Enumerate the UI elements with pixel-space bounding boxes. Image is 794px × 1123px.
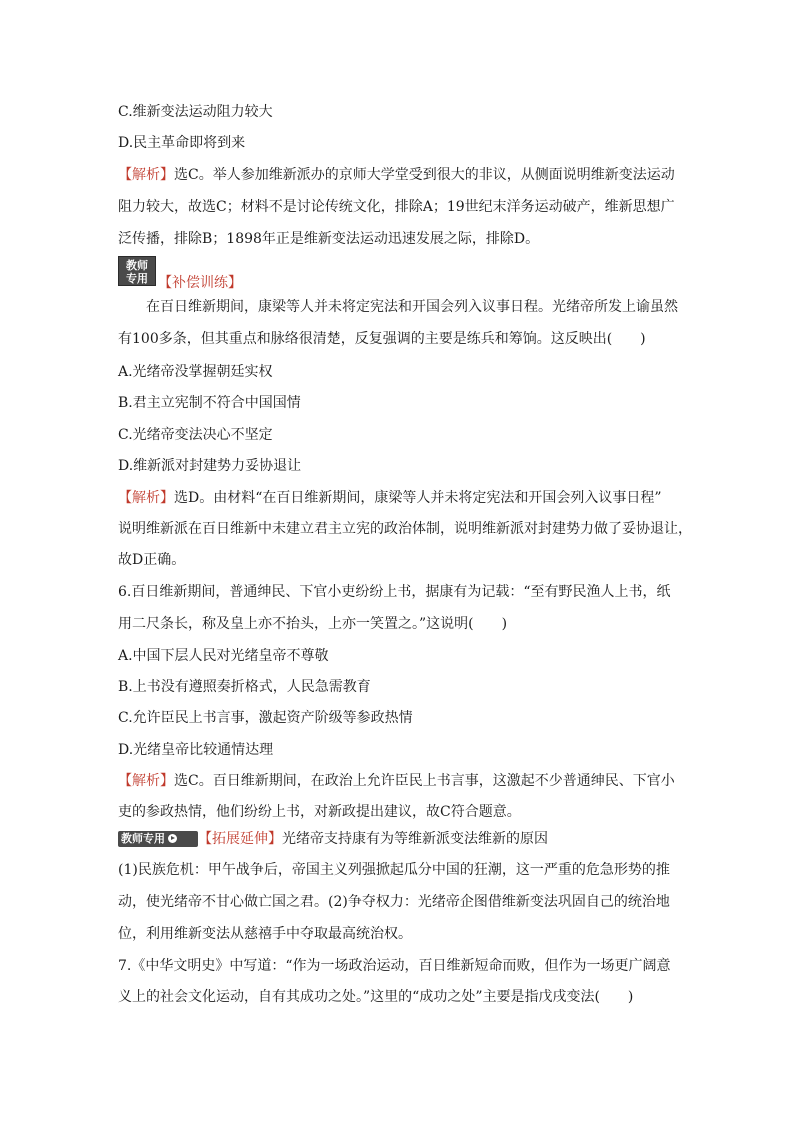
extension-label: 【拓展延伸】 bbox=[198, 831, 282, 847]
analysis-paragraph bbox=[118, 488, 662, 508]
analysis-text: 泛传播，排除B；1898年正是维新变法运动迅速发展之际，排除D。 bbox=[118, 231, 540, 247]
extension-heading bbox=[198, 829, 548, 849]
analysis-text: 故D正确。 bbox=[118, 552, 186, 568]
option-c: C.维新变法运动阻力较大 bbox=[118, 104, 273, 120]
option-a: A.中国下层人民对光绪皇帝不尊敬 bbox=[118, 648, 329, 664]
question-7: 义上的社会文化运动，自有其成功之处。”这里的“成功之处”主要是指戊戌变法( ) bbox=[118, 989, 634, 1005]
analysis-text: 选C。百日维新期间，在政治上允许臣民上书言事，这激起不少普通绅民、下官小 bbox=[174, 773, 675, 789]
analysis-text: 阻力较大，故选C；材料不是讨论传统文化，排除A；19世纪末洋务运动破产，维新思想广 bbox=[118, 199, 675, 215]
analysis-paragraph bbox=[118, 165, 675, 185]
extension-text: (1)民族危机：甲午战争后，帝国主义列强掀起瓜分中国的狂潮，这一严重的危急形势的推 bbox=[118, 862, 670, 878]
option-c: C.光绪帝变法决心不坚定 bbox=[118, 427, 273, 443]
option-b: B.君主立宪制不符合中国国情 bbox=[118, 395, 301, 411]
play-icon bbox=[168, 834, 177, 843]
analysis-label: 【解析】 bbox=[118, 167, 174, 183]
analysis-text: 选C。举人参加维新派办的京师大学堂受到很大的非议，从侧面说明维新变法运动 bbox=[174, 167, 675, 183]
extension-text: 位，利用维新变法从慈禧手中夺取最高统治权。 bbox=[118, 926, 412, 942]
option-a: A.光绪帝没掌握朝廷实权 bbox=[118, 364, 273, 380]
analysis-text: 选D。由材料“在百日维新期间，康梁等人并未将定宪法和开国会列入议事日程” bbox=[174, 490, 662, 506]
analysis-label: 【解析】 bbox=[118, 490, 174, 506]
analysis-text: 说明维新派在百日维新中未建立君主立宪的政治体制，说明维新派对封建势力做了妥协退让， bbox=[118, 521, 692, 537]
extension-text: 动，使光绪帝不甘心做亡国之君。(2)争夺权力：光绪帝企图借维新变法巩固自己的统治地 bbox=[118, 894, 670, 910]
teacher-only-stamp: 教师 专用 bbox=[118, 256, 156, 286]
question-7: 7.《中华文明史》中写道：“作为一场政治运动，百日维新短命而败，但作为一场更广阔意 bbox=[118, 958, 671, 974]
option-d: D.民主革命即将到来 bbox=[118, 135, 246, 151]
section-label-buchang: 【补偿训练】 bbox=[158, 275, 242, 291]
option-d: D.维新派对封建势力妥协退让 bbox=[118, 458, 302, 474]
option-b: B.上书没有遵照奏折格式，人民急需教育 bbox=[118, 679, 371, 695]
analysis-text: 吏的参政热情，他们纷纷上书，对新政提出建议，故C符合题意。 bbox=[118, 804, 521, 820]
question-text: 在百日维新期间，康梁等人并未将定宪法和开国会列入议事日程。光绪帝所发上谕虽然 bbox=[146, 299, 678, 315]
teacher-only-tag: 教师专用 bbox=[118, 831, 198, 847]
question-6: 用二尺条长，称及皇上亦不抬头，上亦一笑置之。”这说明( ) bbox=[118, 616, 508, 632]
extension-title: 光绪帝支持康有为等维新派变法维新的原因 bbox=[282, 831, 548, 847]
question-6: 6.百日维新期间，普通绅民、下官小吏纷纷上书，据康有为记载：“至有野民渔人上书，纸 bbox=[118, 584, 671, 600]
option-d: D.光绪皇帝比较通情达理 bbox=[118, 742, 274, 758]
analysis-label: 【解析】 bbox=[118, 773, 174, 789]
option-c: C.允许臣民上书言事，激起资产阶级等参政热情 bbox=[118, 710, 413, 726]
analysis-paragraph bbox=[118, 771, 675, 791]
question-text: 有100多条，但其重点和脉络很清楚，反复强调的主要是练兵和筹饷。这反映出( ) bbox=[118, 331, 646, 347]
